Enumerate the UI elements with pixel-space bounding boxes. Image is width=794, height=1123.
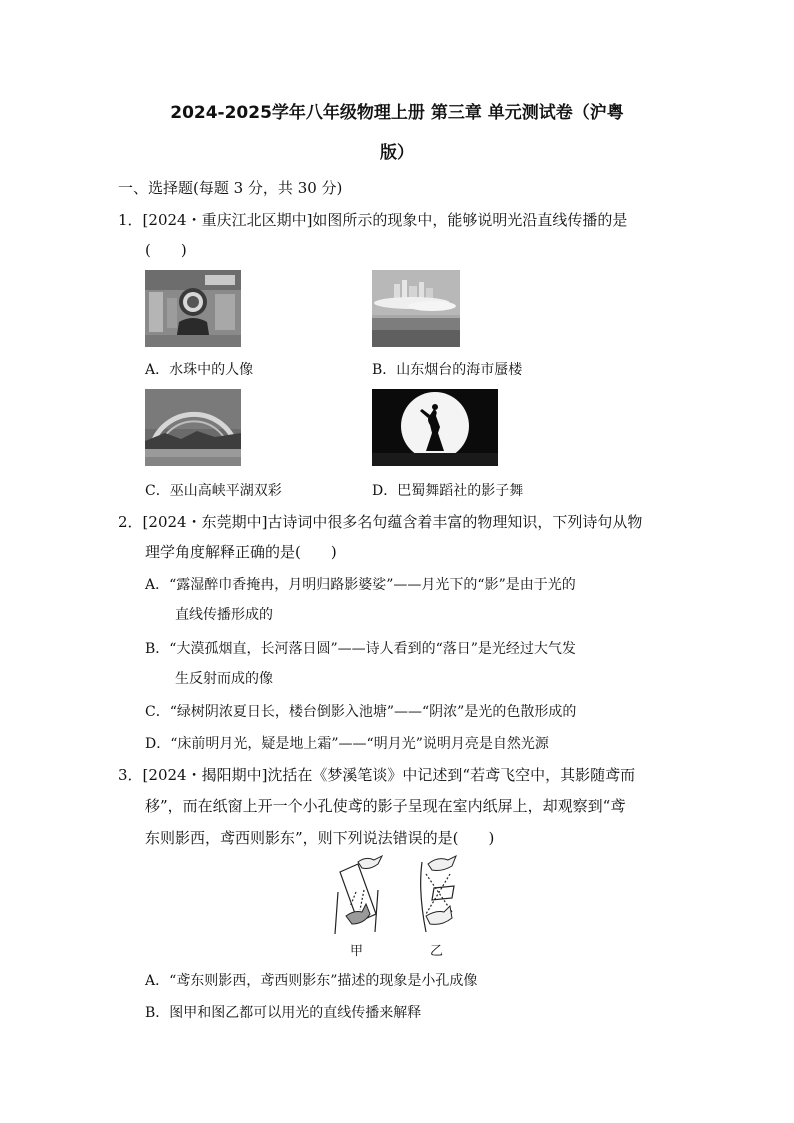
question-1-option-b: B．山东烟台的海市蜃楼	[372, 362, 523, 378]
question-2-option-c: C．“绿树阴浓夏日长，楼台倒影入池塘”——“阴浓”是光的色散形成的	[145, 704, 577, 720]
question-2-stem: 2．[2024・东莞期中]古诗词中很多名句蕴含着丰富的物理知识，下列诗句从物	[118, 513, 643, 531]
figure-label-jia: 甲	[350, 944, 364, 959]
figure-label-yi: 乙	[430, 944, 444, 959]
question-1-option-d: D．巴蜀舞蹈社的影子舞	[372, 483, 524, 499]
question-1-option-c: C．巫山高峡平湖双彩	[145, 483, 282, 499]
question-2-option-b-continued: 生反射而成的像	[175, 671, 273, 687]
question-1-answer-blank: ( )	[145, 241, 187, 259]
photo-water-ball-image	[145, 270, 241, 347]
bird-shadow-diagram	[330, 852, 470, 952]
question-1-option-a: A．水珠中的人像	[145, 362, 254, 378]
photo-shadow-dance-image	[372, 389, 498, 466]
question-3-stem-continued-2: 东则影西，鸢西则影东”，则下列说法错误的是( )	[145, 829, 495, 847]
question-2-option-b: B．“大漠孤烟直，长河落日圆”——诗人看到的“落日”是光经过大气发	[145, 641, 576, 657]
photo-mirage-image	[372, 270, 460, 347]
question-2-option-d: D．“床前明月光，疑是地上霜”——“明月光”说明月亮是自然光源	[145, 736, 549, 752]
page-title-continued: 版）	[380, 143, 414, 163]
question-2-option-a: A．“露湿醉巾香掩冉，月明归路影婆娑”——月光下的“影”是由于光的	[145, 577, 576, 593]
question-3-stem-continued-1: 移”，而在纸窗上开一个小孔使鸢的影子呈现在室内纸屏上，却观察到“鸢	[145, 797, 626, 815]
photo-rainbow-image	[145, 389, 241, 466]
page-title: 2024-2025学年八年级物理上册 第三章 单元测试卷（沪粤	[170, 103, 624, 123]
question-1-stem: 1．[2024・重庆江北区期中]如图所示的现象中，能够说明光沿直线传播的是	[118, 211, 628, 229]
section-heading: 一、选择题(每题 3 分，共 30 分)	[118, 179, 343, 197]
question-2-stem-continued: 理学角度解释正确的是( )	[145, 543, 337, 561]
question-2-option-a-continued: 直线传播形成的	[175, 607, 273, 623]
question-3-stem: 3．[2024・揭阳期中]沈括在《梦溪笔谈》中记述到“若鸢飞空中，其影随鸢而	[118, 766, 636, 784]
question-3-option-a: A．“鸢东则影西，鸢西则影东”描述的现象是小孔成像	[145, 973, 478, 989]
question-3-option-b: B．图甲和图乙都可以用光的直线传播来解释	[145, 1005, 422, 1021]
